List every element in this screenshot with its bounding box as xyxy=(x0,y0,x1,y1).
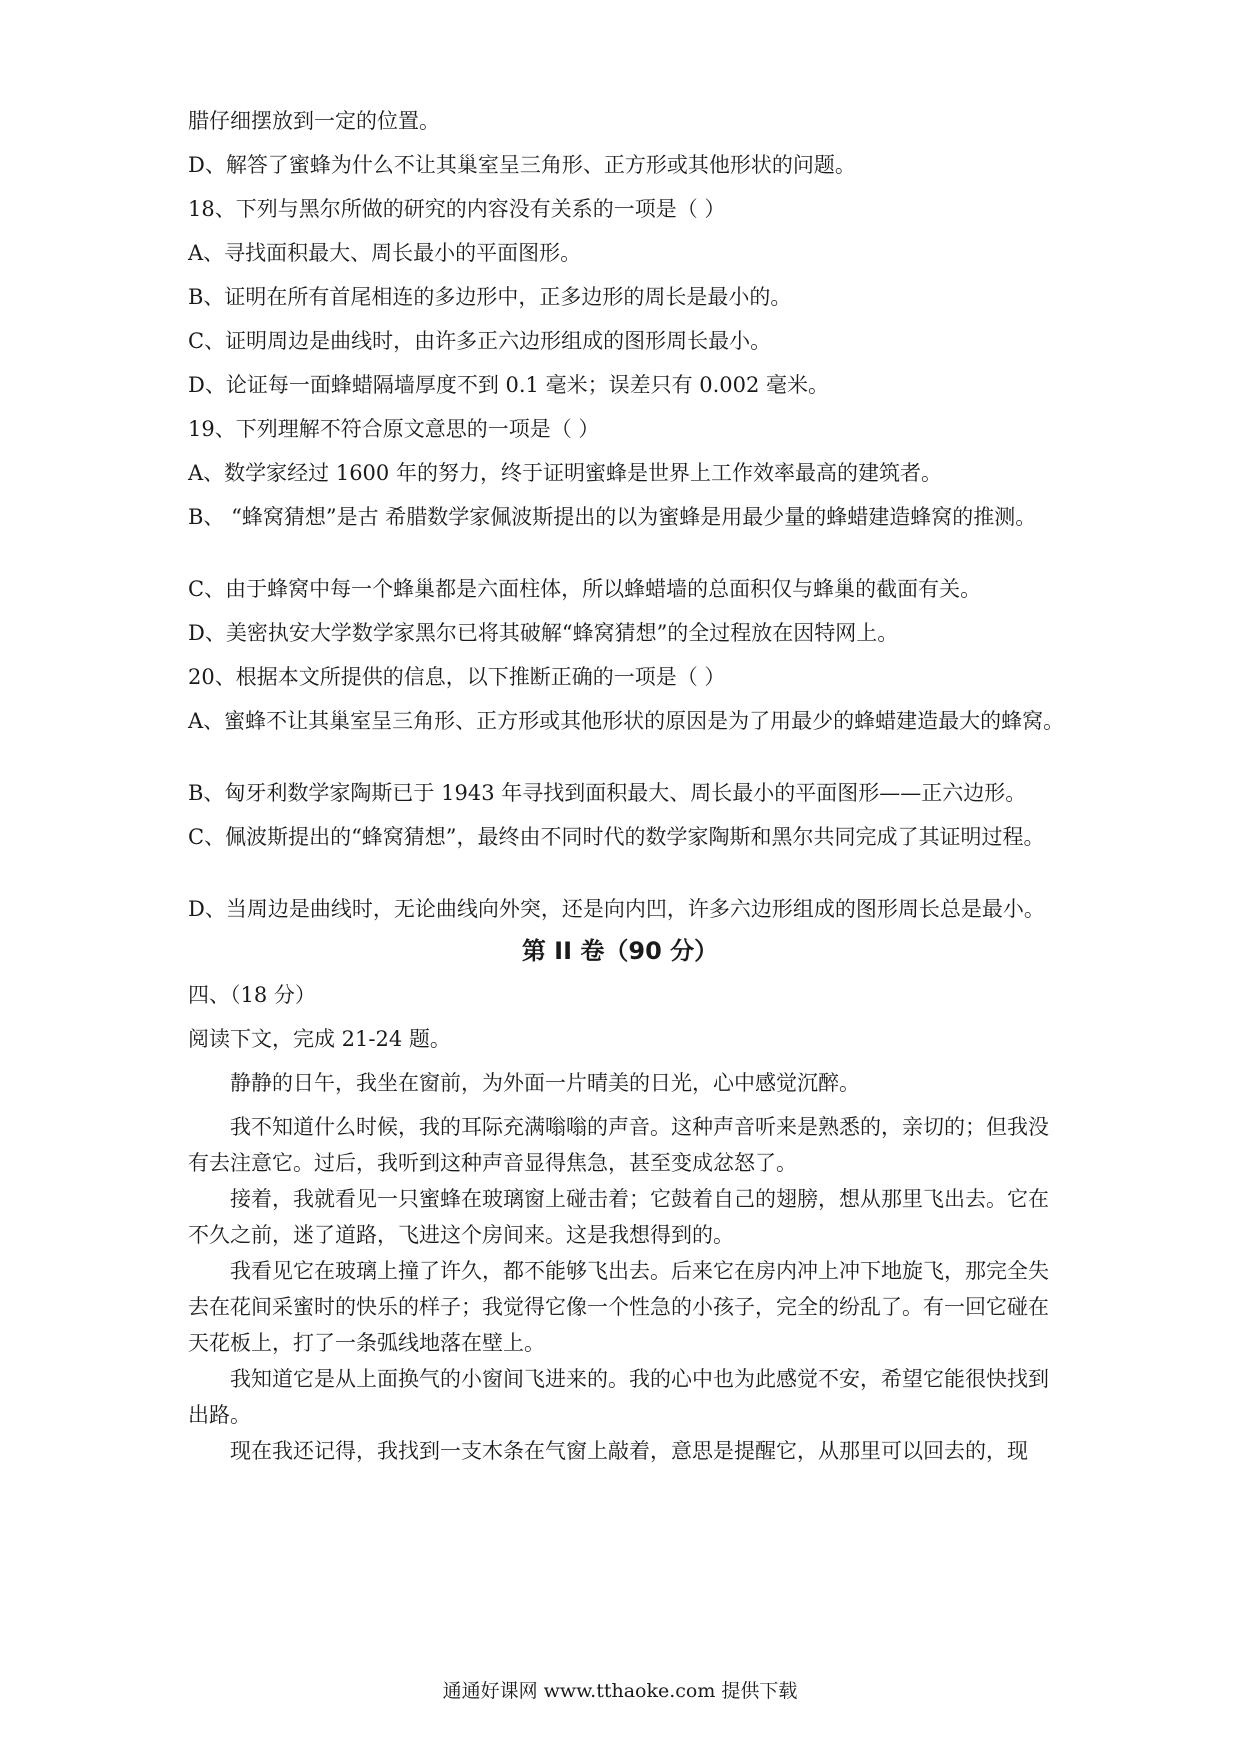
option-c: C、佩波斯提出的“蜂窝猜想”，最终由不同时代的数学家陶斯和黑尔共同完成了其证明过程。 xyxy=(188,825,1045,849)
passage-paragraph: 现在我还记得，我找到一支木条在气窗上敲着，意思是提醒它，从那里可以回去的，现 xyxy=(230,1439,1028,1463)
option-d: D、解答了蜜蜂为什么不让其巢室呈三角形、正方形或其他形状的问题。 xyxy=(188,153,856,177)
option-a: A、数学家经过 1600 年的努力，终于证明蜜蜂是世界上工作效率最高的建筑者。 xyxy=(188,461,942,485)
question-18: 18、下列与黑尔所做的研究的内容没有关系的一项是（ ） xyxy=(188,197,726,221)
option-d: D、美密执安大学数学家黑尔已将其破解“蜂窝猜想”的全过程放在因特网上。 xyxy=(188,621,899,645)
option-c: C、由于蜂窝中每一个蜂巢都是六面柱体，所以蜂蜡墙的总面积仅与蜂巢的截面有关。 xyxy=(188,577,982,601)
question-19: 19、下列理解不符合原文意思的一项是（ ） xyxy=(188,417,600,441)
option-c: C、证明周边是曲线时，由许多正六边形组成的图形周长最小。 xyxy=(188,329,772,353)
passage-paragraph: 接着，我就看见一只蜜蜂在玻璃窗上碰击着；它鼓着自己的翅膀，想从那里飞出去。它在不久之前，迷了道路，飞进这个房间来。这是我想得到的。 xyxy=(188,1187,1049,1247)
section-title: 第 II 卷（90 分） xyxy=(521,937,719,965)
option-b: B、 “蜂窝猜想”是古 希腊数学家佩波斯提出的以为蜜蜂是用最少量的蜂蜡建造蜂窝的推测。 xyxy=(188,505,1037,529)
option-a: A、蜜蜂不让其巢室呈三角形、正方形或其他形状的原因是为了用最少的蜂蜡建造最大的蜂窝。 xyxy=(188,709,1065,733)
option-d: D、当周边是曲线时，无论曲线向外突，还是向内凹，许多六边形组成的图形周长总是最小。 xyxy=(188,897,1045,921)
option-b: B、证明在所有首尾相连的多边形中，正多边形的周长是最小的。 xyxy=(188,285,792,309)
passage-paragraph: 我不知道什么时候，我的耳际充满嗡嗡的声音。这种声音听来是熟悉的，亲切的；但我没有去注意它。过后，我听到这种声音显得焦急，甚至变成忿怒了。 xyxy=(188,1115,1049,1175)
passage-paragraph: 我知道它是从上面换气的小窗间飞进来的。我的心中也为此感觉不安，希望它能很快找到出路。 xyxy=(188,1367,1049,1427)
page-footer: 通通好课网 www.tthaoke.com 提供下载 xyxy=(442,1680,798,1702)
option-b: B、匈牙利数学家陶斯已于 1943 年寻找到面积最大、周长最小的平面图形——正六边形。 xyxy=(188,781,1027,805)
passage-paragraph: 我看见它在玻璃上撞了许久，都不能够飞出去。后来它在房内冲上冲下地旋飞，那完全失去在花间采蜜时的快乐的样子；我觉得它像一个性急的小孩子，完全的纷乱了。有一回它碰在天花板上，打了一条弧线地落在壁上。 xyxy=(188,1259,1049,1355)
instruction: 阅读下文，完成 21-24 题。 xyxy=(188,1027,451,1051)
passage-paragraph: 静静的日午，我坐在窗前，为外面一片晴美的日光，心中感觉沉醉。 xyxy=(230,1071,860,1095)
option-d: D、论证每一面蜂蜡隔墙厚度不到 0.1 毫米；误差只有 0.002 毫米。 xyxy=(188,373,830,397)
text-line: 腊仔细摆放到一定的位置。 xyxy=(188,109,440,133)
question-20: 20、根据本文所提供的信息，以下推断正确的一项是（ ） xyxy=(188,665,726,689)
part-heading: 四、（18 分） xyxy=(188,983,316,1007)
option-a: A、寻找面积最大、周长最小的平面图形。 xyxy=(188,241,582,265)
